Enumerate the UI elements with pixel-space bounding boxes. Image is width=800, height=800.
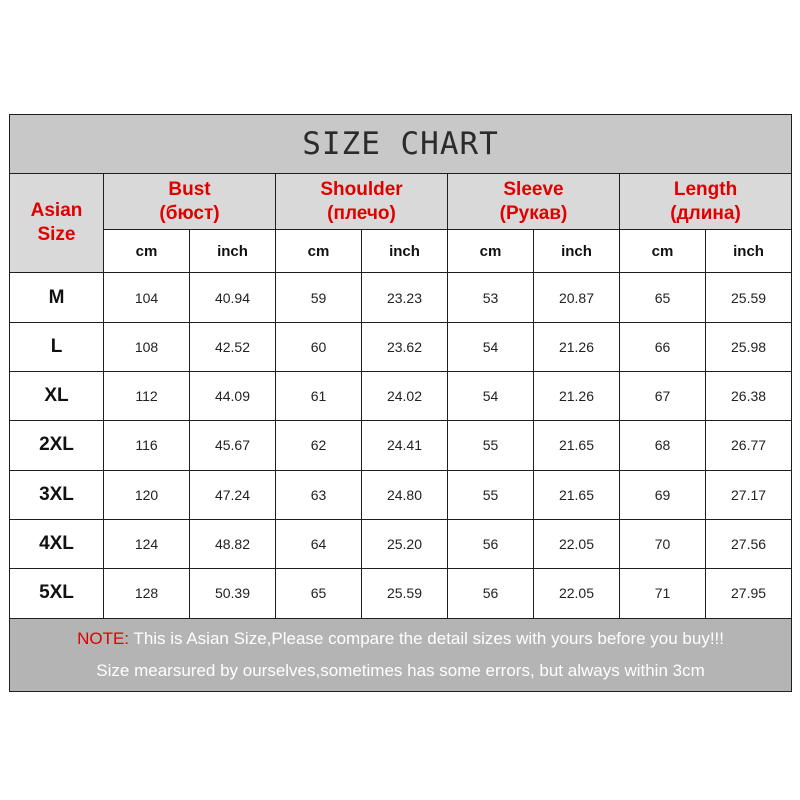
measurement-cell: 66 [620,322,706,371]
size-chart-table [9,114,792,692]
measurement-cell: 104 [104,273,190,322]
unit-cm: cm [620,230,706,273]
measurement-cell: 53 [448,273,534,322]
measurement-cell: 26.38 [706,372,792,421]
size-label: M [10,273,104,322]
measurement-cell: 62 [276,421,362,470]
size-rows [10,273,792,618]
measurement-cell: 128 [104,569,190,618]
measurement-cell: 69 [620,470,706,519]
measurement-cell: 22.05 [534,519,620,568]
shoulder-sub: (плечо) [327,202,396,224]
measurement-cell: 63 [276,470,362,519]
unit-inch: inch [362,230,448,273]
measurement-cell: 25.59 [362,569,448,618]
measurement-cell: 124 [104,519,190,568]
measurement-cell: 56 [448,519,534,568]
measurement-cell: 20.87 [534,273,620,322]
measurement-cell: 112 [104,372,190,421]
measurement-cell: 61 [276,372,362,421]
unit-cm: cm [276,230,362,273]
measurement-cell: 21.26 [534,322,620,371]
measurement-cell: 56 [448,569,534,618]
measurement-cell: 54 [448,322,534,371]
measurement-cell: 24.80 [362,470,448,519]
shoulder-name: Shoulder [320,178,403,200]
table-row [10,372,792,421]
size-label: 5XL [10,569,104,618]
bust-sub: (бюст) [159,202,220,224]
bust-header [104,174,276,230]
measurement-cell: 27.17 [706,470,792,519]
measurement-cell: 59 [276,273,362,322]
measurement-cell: 21.65 [534,470,620,519]
measurement-cell: 55 [448,470,534,519]
measurement-cell: 27.95 [706,569,792,618]
sleeve-sub: (Рукав) [499,202,568,224]
length-name: Length [673,178,738,200]
measurement-cell: 25.20 [362,519,448,568]
measurement-cell: 25.59 [706,273,792,322]
measurement-cell: 65 [620,273,706,322]
unit-cm: cm [448,230,534,273]
measurement-cell: 24.02 [362,372,448,421]
measurement-cell: 24.41 [362,421,448,470]
measurement-cell: 23.62 [362,322,448,371]
unit-inch: inch [534,230,620,273]
asian-size-header [10,174,104,273]
measurement-cell: 21.65 [534,421,620,470]
unit-cm: cm [104,230,190,273]
unit-inch: inch [706,230,792,273]
size-label: 4XL [10,519,104,568]
size-label: 3XL [10,470,104,519]
measurement-cell: 54 [448,372,534,421]
shoulder-header [276,174,448,230]
measurement-cell: 67 [620,372,706,421]
note-label: NOTE: [77,628,130,648]
measurement-cell: 70 [620,519,706,568]
measurement-cell: 42.52 [190,322,276,371]
measurement-cell: 26.77 [706,421,792,470]
measurement-cell: 21.26 [534,372,620,421]
measurement-cell: 48.82 [190,519,276,568]
asian-size-line1: Asian [30,200,83,222]
chart-title: SIZE CHART [10,115,792,174]
measurement-cell: 55 [448,421,534,470]
measurement-cell: 50.39 [190,569,276,618]
measurement-cell: 120 [104,470,190,519]
measurement-cell: 108 [104,322,190,371]
measurement-cell: 71 [620,569,706,618]
length-sub: (длина) [670,202,741,224]
measurement-cell: 27.56 [706,519,792,568]
size-label: 2XL [10,421,104,470]
measurement-cell: 40.94 [190,273,276,322]
size-label: XL [10,372,104,421]
unit-inch: inch [190,230,276,273]
sleeve-name: Sleeve [503,178,564,200]
table-row [10,519,792,568]
measurement-cell: 64 [276,519,362,568]
sleeve-header [448,174,620,230]
table-row [10,470,792,519]
note-line2: Size mearsured by ourselves,sometimes has some errors, but always within 3cm [96,660,705,680]
measurement-cell: 60 [276,322,362,371]
asian-size-line2: Size [37,224,76,246]
table-row [10,273,792,322]
measurement-cell: 45.67 [190,421,276,470]
measurement-cell: 47.24 [190,470,276,519]
table-row [10,322,792,371]
measurement-cell: 116 [104,421,190,470]
size-label: L [10,322,104,371]
table-row [10,421,792,470]
length-header [620,174,792,230]
measurement-cell: 65 [276,569,362,618]
bust-name: Bust [168,178,211,200]
measurement-cell: 25.98 [706,322,792,371]
note-box [10,618,792,691]
measurement-cell: 44.09 [190,372,276,421]
note-line1: This is Asian Size,Please compare the detail sizes with yours before you buy!!! [129,628,724,648]
table-row [10,569,792,618]
measurement-cell: 22.05 [534,569,620,618]
measurement-cell: 23.23 [362,273,448,322]
measurement-cell: 68 [620,421,706,470]
